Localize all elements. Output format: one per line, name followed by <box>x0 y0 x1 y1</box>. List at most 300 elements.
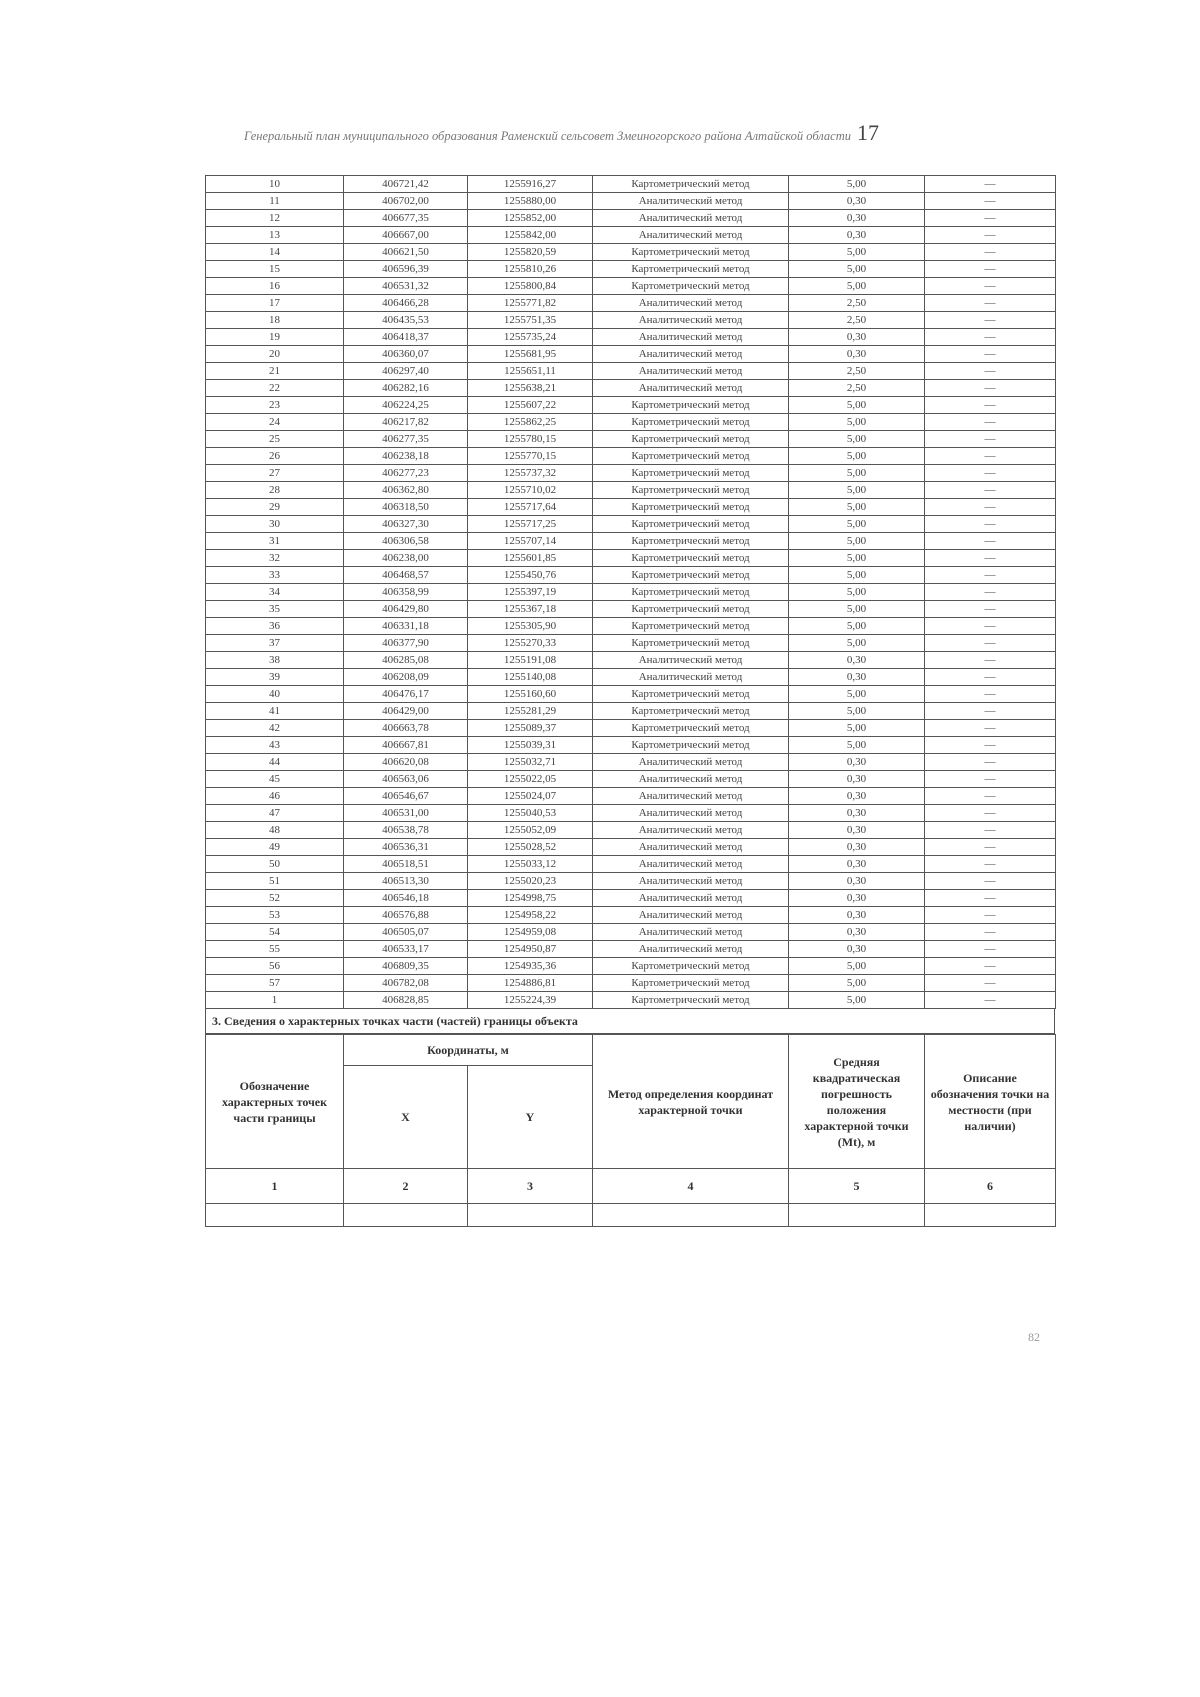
y-coordinate-cell: 1255800,84 <box>468 278 593 295</box>
accuracy-cell: 5,00 <box>789 397 925 414</box>
x-coordinate-cell: 406518,51 <box>344 856 468 873</box>
x-coordinate-cell: 406217,82 <box>344 414 468 431</box>
method-cell: Аналитический метод <box>593 210 789 227</box>
header-title: Генеральный план муниципального образования Раменский сельсовет Змеиногорского района Алтайской области <box>244 129 851 143</box>
accuracy-cell: 5,00 <box>789 499 925 516</box>
description-cell: — <box>925 193 1056 210</box>
col-number-1: 1 <box>206 1169 344 1204</box>
y-coordinate-cell: 1255862,25 <box>468 414 593 431</box>
point-id-cell: 50 <box>206 856 344 873</box>
x-coordinate-cell: 406596,39 <box>344 261 468 278</box>
accuracy-cell: 0,30 <box>789 788 925 805</box>
description-cell: — <box>925 482 1056 499</box>
x-coordinate-cell: 406538,78 <box>344 822 468 839</box>
x-coordinate-cell: 406358,99 <box>344 584 468 601</box>
point-id-cell: 15 <box>206 261 344 278</box>
method-cell: Аналитический метод <box>593 669 789 686</box>
accuracy-cell: 0,30 <box>789 329 925 346</box>
method-cell: Картометрический метод <box>593 992 789 1009</box>
description-cell: — <box>925 312 1056 329</box>
accuracy-cell: 0,30 <box>789 856 925 873</box>
table-row <box>206 788 1056 805</box>
accuracy-cell: 0,30 <box>789 210 925 227</box>
description-cell: — <box>925 635 1056 652</box>
x-coordinate-cell: 406435,53 <box>344 312 468 329</box>
table-row <box>206 839 1056 856</box>
accuracy-cell: 5,00 <box>789 533 925 550</box>
description-cell: — <box>925 567 1056 584</box>
x-coordinate-cell: 406282,16 <box>344 380 468 397</box>
point-id-cell: 25 <box>206 431 344 448</box>
method-cell: Картометрический метод <box>593 261 789 278</box>
accuracy-cell: 0,30 <box>789 652 925 669</box>
point-id-cell: 38 <box>206 652 344 669</box>
point-id-cell: 14 <box>206 244 344 261</box>
method-cell: Картометрический метод <box>593 431 789 448</box>
table-row <box>206 805 1056 822</box>
accuracy-cell: 5,00 <box>789 244 925 261</box>
method-cell: Аналитический метод <box>593 193 789 210</box>
description-cell: — <box>925 176 1056 193</box>
point-id-cell: 47 <box>206 805 344 822</box>
description-cell: — <box>925 669 1056 686</box>
point-id-cell: 55 <box>206 941 344 958</box>
col-header-method: Метод определения координат характерной точки <box>593 1035 789 1169</box>
method-cell: Аналитический метод <box>593 312 789 329</box>
method-cell: Картометрический метод <box>593 499 789 516</box>
x-coordinate-cell: 406505,07 <box>344 924 468 941</box>
description-cell: — <box>925 873 1056 890</box>
accuracy-cell: 5,00 <box>789 703 925 720</box>
y-coordinate-cell: 1255039,31 <box>468 737 593 754</box>
table-row <box>206 329 1056 346</box>
table-row <box>206 567 1056 584</box>
method-cell: Аналитический метод <box>593 907 789 924</box>
x-coordinate-cell: 406306,58 <box>344 533 468 550</box>
x-coordinate-cell: 406576,88 <box>344 907 468 924</box>
point-id-cell: 37 <box>206 635 344 652</box>
description-cell: — <box>925 822 1056 839</box>
x-coordinate-cell: 406238,18 <box>344 448 468 465</box>
description-cell: — <box>925 975 1056 992</box>
table-row <box>206 890 1056 907</box>
method-cell: Аналитический метод <box>593 805 789 822</box>
description-cell: — <box>925 958 1056 975</box>
method-cell: Картометрический метод <box>593 533 789 550</box>
table-row <box>206 431 1056 448</box>
x-coordinate-cell: 406468,57 <box>344 567 468 584</box>
description-cell: — <box>925 516 1056 533</box>
description-cell: — <box>925 771 1056 788</box>
accuracy-cell: 5,00 <box>789 635 925 652</box>
col-number-6: 6 <box>925 1169 1056 1204</box>
y-coordinate-cell: 1255305,90 <box>468 618 593 635</box>
y-coordinate-cell: 1255737,32 <box>468 465 593 482</box>
description-cell: — <box>925 397 1056 414</box>
method-cell: Аналитический метод <box>593 329 789 346</box>
x-coordinate-cell: 406809,35 <box>344 958 468 975</box>
table-row <box>206 652 1056 669</box>
table-row <box>206 703 1056 720</box>
accuracy-cell: 0,30 <box>789 839 925 856</box>
accuracy-cell: 0,30 <box>789 890 925 907</box>
table-row <box>206 601 1056 618</box>
empty-cell <box>206 1204 344 1227</box>
accuracy-cell: 0,30 <box>789 227 925 244</box>
description-cell: — <box>925 720 1056 737</box>
accuracy-cell: 2,50 <box>789 312 925 329</box>
table-row <box>206 941 1056 958</box>
point-id-cell: 10 <box>206 176 344 193</box>
x-coordinate-cell: 406536,31 <box>344 839 468 856</box>
accuracy-cell: 5,00 <box>789 431 925 448</box>
table-row <box>206 907 1056 924</box>
method-cell: Картометрический метод <box>593 278 789 295</box>
col-header-coordinates: Координаты, м <box>344 1035 593 1066</box>
x-coordinate-cell: 406667,81 <box>344 737 468 754</box>
accuracy-cell: 5,00 <box>789 737 925 754</box>
point-id-cell: 12 <box>206 210 344 227</box>
point-id-cell: 24 <box>206 414 344 431</box>
y-coordinate-cell: 1255028,52 <box>468 839 593 856</box>
points-table <box>205 175 1056 1009</box>
method-cell: Аналитический метод <box>593 754 789 771</box>
y-coordinate-cell: 1255810,26 <box>468 261 593 278</box>
table-row <box>206 754 1056 771</box>
y-coordinate-cell: 1254950,87 <box>468 941 593 958</box>
y-coordinate-cell: 1255638,21 <box>468 380 593 397</box>
table-row <box>206 550 1056 567</box>
method-cell: Картометрический метод <box>593 550 789 567</box>
point-id-cell: 48 <box>206 822 344 839</box>
description-cell: — <box>925 550 1056 567</box>
method-cell: Картометрический метод <box>593 703 789 720</box>
accuracy-cell: 5,00 <box>789 992 925 1009</box>
table-row <box>206 227 1056 244</box>
table-row <box>206 193 1056 210</box>
y-coordinate-cell: 1255771,82 <box>468 295 593 312</box>
x-coordinate-cell: 406663,78 <box>344 720 468 737</box>
description-cell: — <box>925 788 1056 805</box>
x-coordinate-cell: 406285,08 <box>344 652 468 669</box>
x-coordinate-cell: 406208,09 <box>344 669 468 686</box>
point-id-cell: 49 <box>206 839 344 856</box>
accuracy-cell: 5,00 <box>789 618 925 635</box>
point-id-cell: 23 <box>206 397 344 414</box>
method-cell: Аналитический метод <box>593 652 789 669</box>
y-coordinate-cell: 1255717,64 <box>468 499 593 516</box>
y-coordinate-cell: 1255735,24 <box>468 329 593 346</box>
method-cell: Аналитический метод <box>593 873 789 890</box>
x-coordinate-cell: 406621,50 <box>344 244 468 261</box>
table-row <box>206 533 1056 550</box>
method-cell: Картометрический метод <box>593 516 789 533</box>
accuracy-cell: 2,50 <box>789 295 925 312</box>
x-coordinate-cell: 406828,85 <box>344 992 468 1009</box>
table-row <box>206 363 1056 380</box>
method-cell: Картометрический метод <box>593 618 789 635</box>
table-row <box>206 465 1056 482</box>
point-id-cell: 39 <box>206 669 344 686</box>
description-cell: — <box>925 618 1056 635</box>
table-row <box>206 737 1056 754</box>
table-row <box>206 414 1056 431</box>
x-coordinate-cell: 406429,80 <box>344 601 468 618</box>
point-id-cell: 17 <box>206 295 344 312</box>
y-coordinate-cell: 1255224,39 <box>468 992 593 1009</box>
accuracy-cell: 5,00 <box>789 686 925 703</box>
x-coordinate-cell: 406513,30 <box>344 873 468 890</box>
method-cell: Картометрический метод <box>593 448 789 465</box>
x-coordinate-cell: 406238,00 <box>344 550 468 567</box>
accuracy-cell: 0,30 <box>789 873 925 890</box>
description-cell: — <box>925 414 1056 431</box>
method-cell: Аналитический метод <box>593 771 789 788</box>
method-cell: Картометрический метод <box>593 465 789 482</box>
accuracy-cell: 5,00 <box>789 176 925 193</box>
table-row <box>206 516 1056 533</box>
method-cell: Картометрический метод <box>593 176 789 193</box>
x-coordinate-cell: 406721,42 <box>344 176 468 193</box>
point-id-cell: 57 <box>206 975 344 992</box>
point-id-cell: 46 <box>206 788 344 805</box>
method-cell: Картометрический метод <box>593 414 789 431</box>
table-row <box>206 771 1056 788</box>
x-coordinate-cell: 406277,35 <box>344 431 468 448</box>
y-coordinate-cell: 1255052,09 <box>468 822 593 839</box>
accuracy-cell: 5,00 <box>789 482 925 499</box>
points-table-body <box>206 176 1056 1009</box>
description-cell: — <box>925 890 1056 907</box>
accuracy-cell: 5,00 <box>789 516 925 533</box>
accuracy-cell: 0,30 <box>789 924 925 941</box>
table-row <box>206 669 1056 686</box>
y-coordinate-cell: 1255020,23 <box>468 873 593 890</box>
page-header <box>244 120 1044 146</box>
method-cell: Аналитический метод <box>593 839 789 856</box>
table-row <box>206 618 1056 635</box>
accuracy-cell: 5,00 <box>789 448 925 465</box>
method-cell: Картометрический метод <box>593 975 789 992</box>
point-id-cell: 42 <box>206 720 344 737</box>
section-3-table <box>205 1034 1056 1227</box>
method-cell: Картометрический метод <box>593 958 789 975</box>
point-id-cell: 43 <box>206 737 344 754</box>
point-id-cell: 16 <box>206 278 344 295</box>
y-coordinate-cell: 1255270,33 <box>468 635 593 652</box>
y-coordinate-cell: 1255607,22 <box>468 397 593 414</box>
document-body <box>205 175 1055 1227</box>
description-cell: — <box>925 295 1056 312</box>
description-cell: — <box>925 737 1056 754</box>
description-cell: — <box>925 329 1056 346</box>
point-id-cell: 56 <box>206 958 344 975</box>
description-cell: — <box>925 805 1056 822</box>
y-coordinate-cell: 1255397,19 <box>468 584 593 601</box>
y-coordinate-cell: 1255140,08 <box>468 669 593 686</box>
point-id-cell: 13 <box>206 227 344 244</box>
col-number-4: 4 <box>593 1169 789 1204</box>
accuracy-cell: 5,00 <box>789 601 925 618</box>
description-cell: — <box>925 703 1056 720</box>
col-header-y: Y <box>468 1066 593 1169</box>
x-coordinate-cell: 406531,00 <box>344 805 468 822</box>
description-cell: — <box>925 652 1056 669</box>
point-id-cell: 33 <box>206 567 344 584</box>
accuracy-cell: 0,30 <box>789 669 925 686</box>
y-coordinate-cell: 1255024,07 <box>468 788 593 805</box>
method-cell: Картометрический метод <box>593 720 789 737</box>
x-coordinate-cell: 406620,08 <box>344 754 468 771</box>
point-id-cell: 44 <box>206 754 344 771</box>
table-row <box>206 176 1056 193</box>
empty-cell <box>789 1204 925 1227</box>
table-row <box>206 261 1056 278</box>
y-coordinate-cell: 1255651,11 <box>468 363 593 380</box>
table-row <box>206 992 1056 1009</box>
method-cell: Картометрический метод <box>593 737 789 754</box>
y-coordinate-cell: 1255707,14 <box>468 533 593 550</box>
point-id-cell: 20 <box>206 346 344 363</box>
x-coordinate-cell: 406476,17 <box>344 686 468 703</box>
table-row <box>206 924 1056 941</box>
description-cell: — <box>925 278 1056 295</box>
method-cell: Аналитический метод <box>593 856 789 873</box>
point-id-cell: 36 <box>206 618 344 635</box>
y-coordinate-cell: 1255842,00 <box>468 227 593 244</box>
y-coordinate-cell: 1255033,12 <box>468 856 593 873</box>
x-coordinate-cell: 406466,28 <box>344 295 468 312</box>
x-coordinate-cell: 406563,06 <box>344 771 468 788</box>
point-id-cell: 26 <box>206 448 344 465</box>
x-coordinate-cell: 406331,18 <box>344 618 468 635</box>
y-coordinate-cell: 1255751,35 <box>468 312 593 329</box>
table-row <box>206 346 1056 363</box>
x-coordinate-cell: 406677,35 <box>344 210 468 227</box>
x-coordinate-cell: 406533,17 <box>344 941 468 958</box>
point-id-cell: 27 <box>206 465 344 482</box>
header-page-number: 17 <box>856 120 879 145</box>
accuracy-cell: 0,30 <box>789 193 925 210</box>
accuracy-cell: 0,30 <box>789 346 925 363</box>
table-row <box>206 686 1056 703</box>
description-cell: — <box>925 992 1056 1009</box>
point-id-cell: 35 <box>206 601 344 618</box>
x-coordinate-cell: 406318,50 <box>344 499 468 516</box>
description-cell: — <box>925 431 1056 448</box>
y-coordinate-cell: 1255681,95 <box>468 346 593 363</box>
accuracy-cell: 5,00 <box>789 584 925 601</box>
y-coordinate-cell: 1255710,02 <box>468 482 593 499</box>
x-coordinate-cell: 406546,18 <box>344 890 468 907</box>
point-id-cell: 18 <box>206 312 344 329</box>
description-cell: — <box>925 601 1056 618</box>
point-id-cell: 45 <box>206 771 344 788</box>
x-coordinate-cell: 406362,80 <box>344 482 468 499</box>
accuracy-cell: 0,30 <box>789 941 925 958</box>
method-cell: Аналитический метод <box>593 941 789 958</box>
point-id-cell: 30 <box>206 516 344 533</box>
method-cell: Аналитический метод <box>593 924 789 941</box>
col-header-description: Описание обозначения точки на местности (при наличии) <box>925 1035 1056 1169</box>
y-coordinate-cell: 1255032,71 <box>468 754 593 771</box>
y-coordinate-cell: 1255367,18 <box>468 601 593 618</box>
description-cell: — <box>925 261 1056 278</box>
method-cell: Картометрический метод <box>593 686 789 703</box>
method-cell: Аналитический метод <box>593 822 789 839</box>
y-coordinate-cell: 1254886,81 <box>468 975 593 992</box>
method-cell: Аналитический метод <box>593 380 789 397</box>
table-row <box>206 397 1056 414</box>
y-coordinate-cell: 1255022,05 <box>468 771 593 788</box>
accuracy-cell: 5,00 <box>789 958 925 975</box>
table-row <box>206 856 1056 873</box>
table-row <box>206 482 1056 499</box>
table-row <box>206 295 1056 312</box>
point-id-cell: 52 <box>206 890 344 907</box>
section-3-title: 3. Сведения о характерных точках части (частей) границы объекта <box>205 1009 1055 1034</box>
method-cell: Аналитический метод <box>593 227 789 244</box>
point-id-cell: 21 <box>206 363 344 380</box>
method-cell: Аналитический метод <box>593 788 789 805</box>
description-cell: — <box>925 448 1056 465</box>
accuracy-cell: 2,50 <box>789 363 925 380</box>
accuracy-cell: 5,00 <box>789 720 925 737</box>
y-coordinate-cell: 1255820,59 <box>468 244 593 261</box>
table-row <box>206 380 1056 397</box>
x-coordinate-cell: 406277,23 <box>344 465 468 482</box>
y-coordinate-cell: 1255450,76 <box>468 567 593 584</box>
accuracy-cell: 2,50 <box>789 380 925 397</box>
page-number: 82 <box>1028 1330 1040 1344</box>
point-id-cell: 31 <box>206 533 344 550</box>
table-row <box>206 822 1056 839</box>
method-cell: Аналитический метод <box>593 890 789 907</box>
y-coordinate-cell: 1255191,08 <box>468 652 593 669</box>
description-cell: — <box>925 380 1056 397</box>
method-cell: Аналитический метод <box>593 363 789 380</box>
col-number-3: 3 <box>468 1169 593 1204</box>
table-row <box>206 873 1056 890</box>
method-cell: Картометрический метод <box>593 482 789 499</box>
col-header-x: X <box>344 1066 468 1169</box>
description-cell: — <box>925 499 1056 516</box>
point-id-cell: 1 <box>206 992 344 1009</box>
point-id-cell: 19 <box>206 329 344 346</box>
description-cell: — <box>925 346 1056 363</box>
y-coordinate-cell: 1255089,37 <box>468 720 593 737</box>
description-cell: — <box>925 924 1056 941</box>
accuracy-cell: 5,00 <box>789 567 925 584</box>
description-cell: — <box>925 754 1056 771</box>
x-coordinate-cell: 406667,00 <box>344 227 468 244</box>
method-cell: Картометрический метод <box>593 584 789 601</box>
x-coordinate-cell: 406531,32 <box>344 278 468 295</box>
description-cell: — <box>925 244 1056 261</box>
empty-cell <box>344 1204 468 1227</box>
point-id-cell: 22 <box>206 380 344 397</box>
description-cell: — <box>925 941 1056 958</box>
y-coordinate-cell: 1254958,22 <box>468 907 593 924</box>
x-coordinate-cell: 406224,25 <box>344 397 468 414</box>
point-id-cell: 34 <box>206 584 344 601</box>
accuracy-cell: 5,00 <box>789 414 925 431</box>
description-cell: — <box>925 907 1056 924</box>
accuracy-cell: 0,30 <box>789 805 925 822</box>
x-coordinate-cell: 406546,67 <box>344 788 468 805</box>
x-coordinate-cell: 406327,30 <box>344 516 468 533</box>
method-cell: Аналитический метод <box>593 295 789 312</box>
